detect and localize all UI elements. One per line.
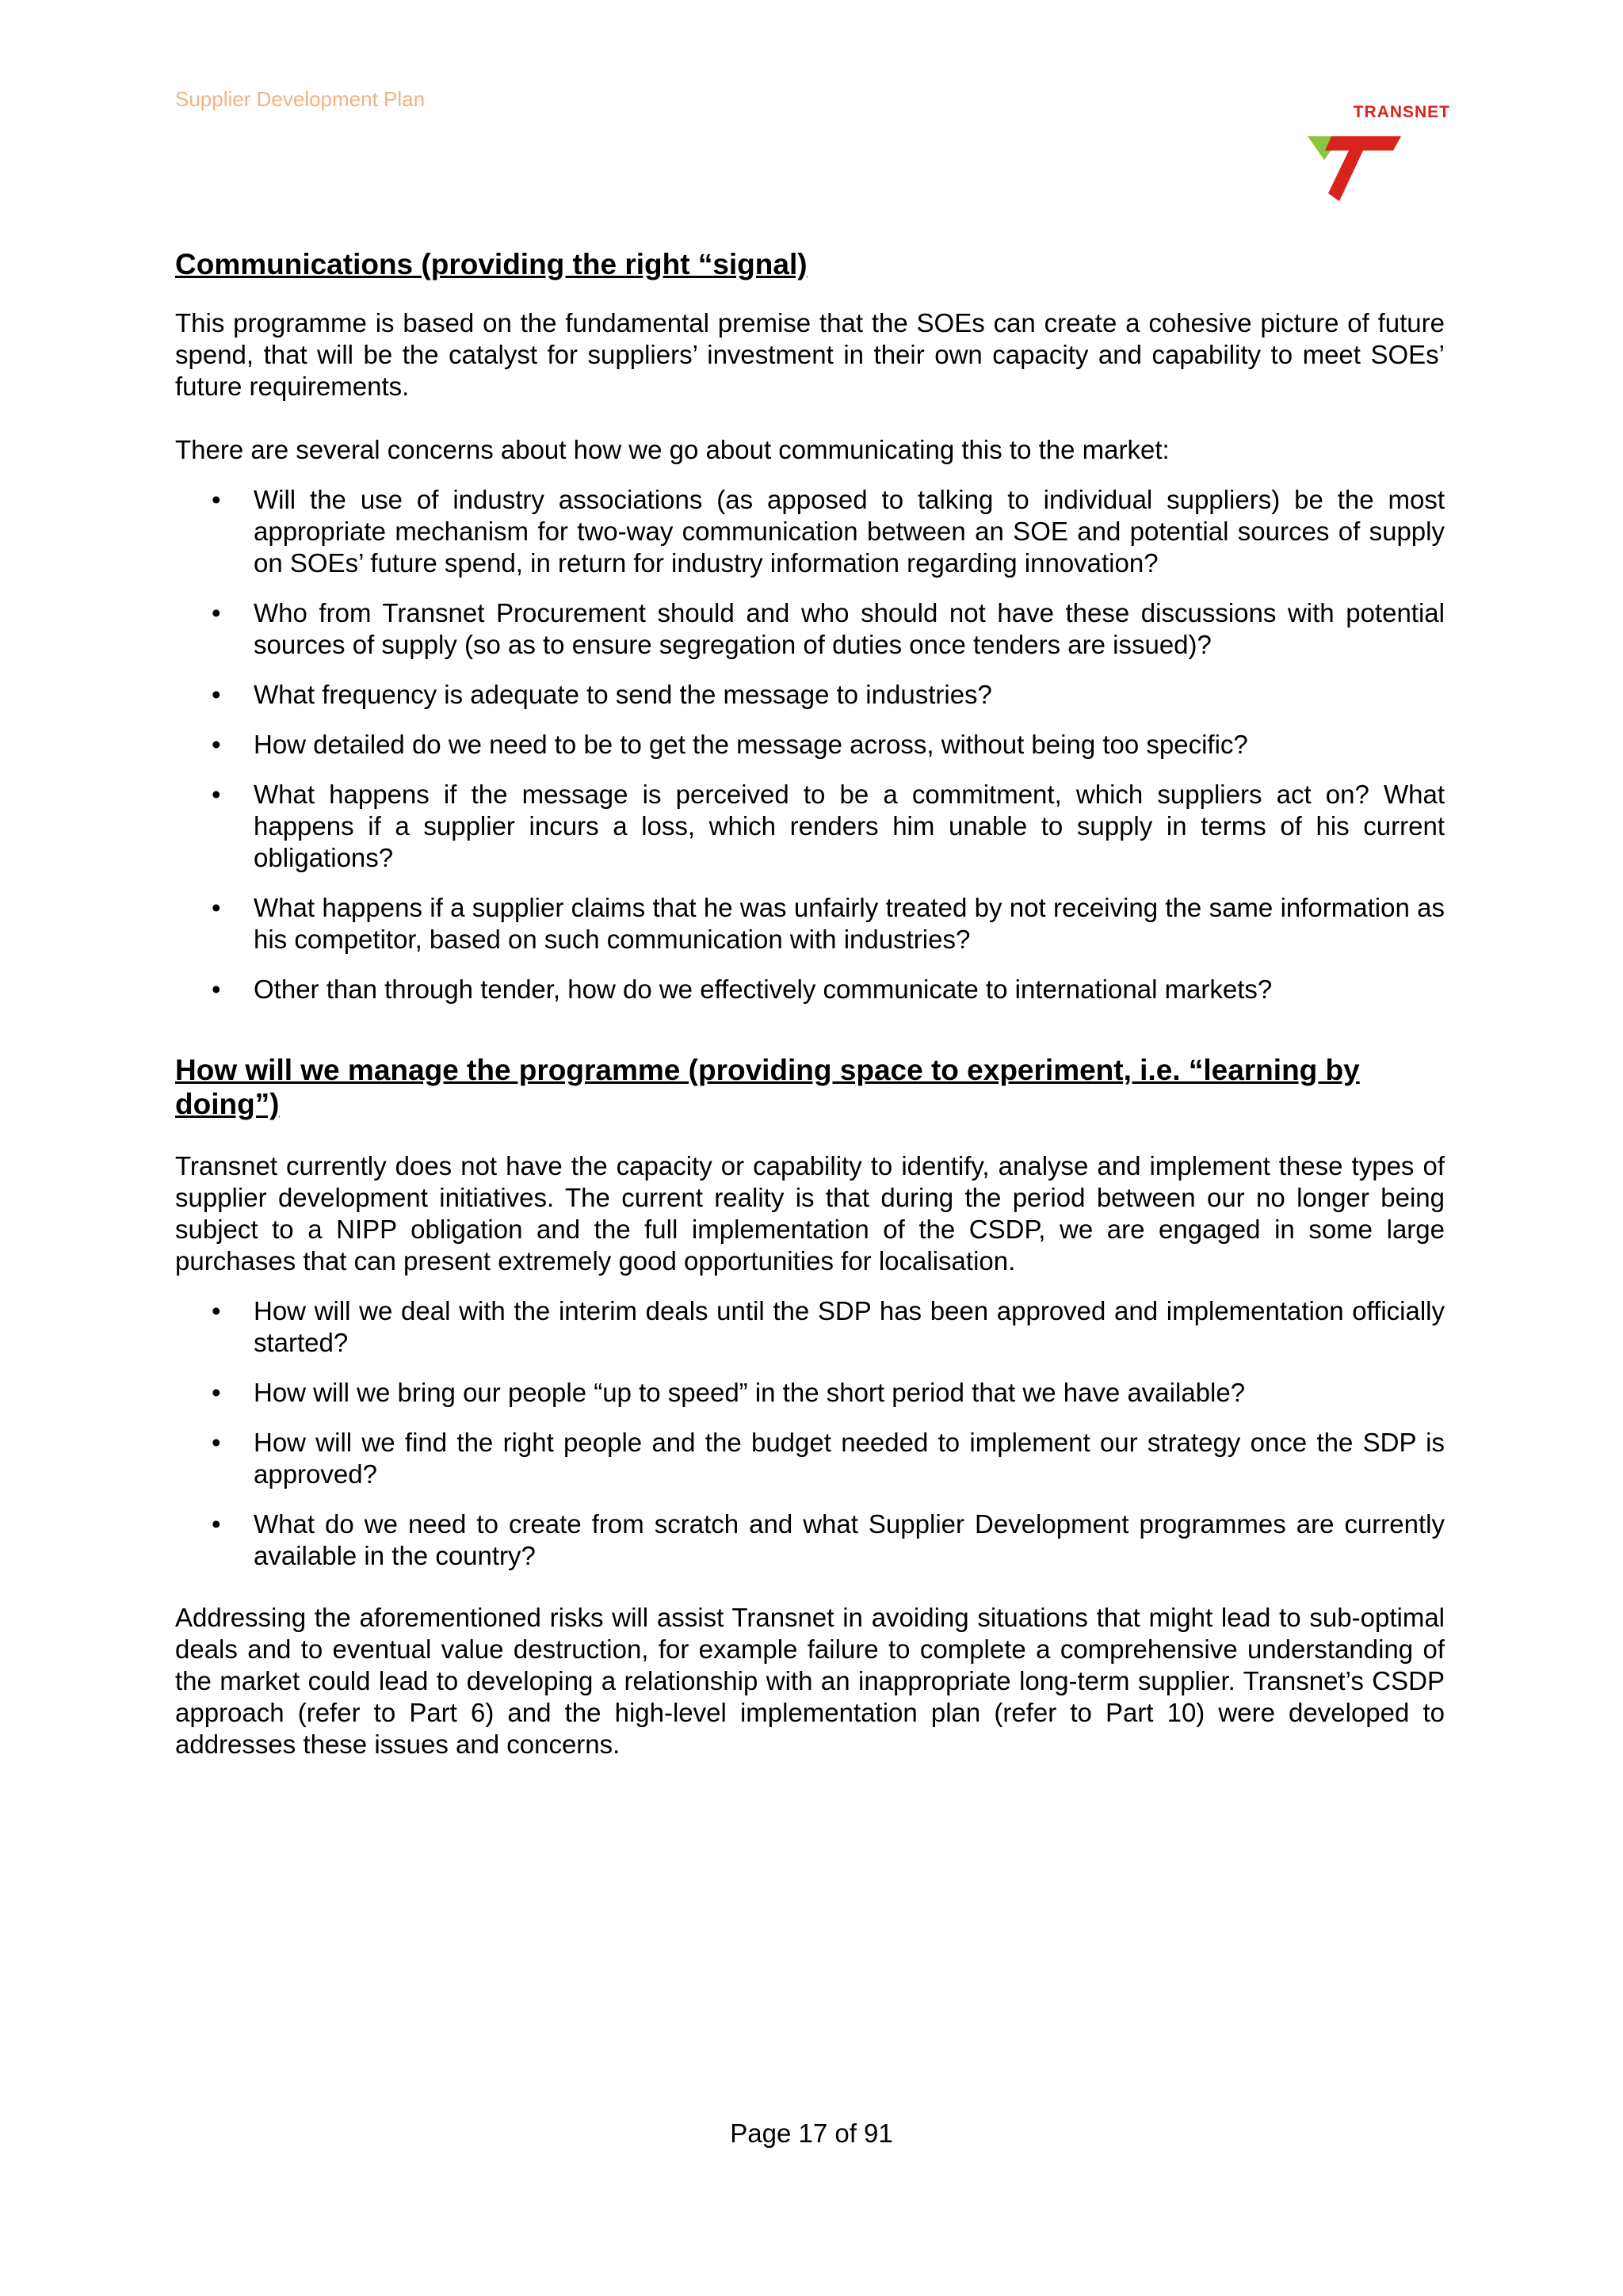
paragraph: There are several concerns about how we go about communicating this to the market: bbox=[175, 435, 1170, 464]
page-number: Page 17 of 91 bbox=[730, 2119, 893, 2148]
header-title: Supplier Development Plan bbox=[175, 87, 426, 111]
list-item: • How will we deal with the interim deals until the SDP has been approved and implementation officially started? bbox=[175, 1295, 1445, 1359]
paragraph: Addressing the aforementioned risks will assist Transnet in avoiding situations that might lead to sub-optimal deals and to eventual value destruction, for example failure to complete a comprehensive understanding of the market could lead to developing a relationship with an inappropriate long-term supplier. Transnet’s CSDP approach (refer to Part 6) and the high-level implementation plan (refer to Part 10) were developed to addresses these issues and concerns. bbox=[175, 1603, 1445, 1759]
list-item: • Will the use of industry associations (as apposed to talking to individual suppliers) be the most appropriate mechanism for two-way communication between an SOE and potential sources of supply on SOEs’ future spend, in return for industry information regarding innovation? bbox=[175, 484, 1445, 579]
logo-mark-icon bbox=[1308, 136, 1403, 201]
list-item: • How will we bring our people “up to speed” in the short period that we have available? bbox=[175, 1377, 1445, 1409]
document-body bbox=[175, 247, 1445, 1760]
list-item: • What do we need to create from scratch and what Supplier Development programmes are currently available in the country? bbox=[175, 1508, 1445, 1572]
list-item: • How detailed do we need to be to get the message across, without being too specific? bbox=[175, 729, 1445, 761]
bullet-list bbox=[175, 484, 1445, 1005]
paragraph: Transnet currently does not have the capacity or capability to identify, analyse and implement these types of supplier development initiatives. The current reality is that during the period between our no longer being subject to a NIPP obligation and the full implementation of the CSDP, we are engaged in some large purchases that can present extremely good opportunities for localisation. bbox=[175, 1151, 1445, 1276]
section-heading-programme: How will we manage the programme (providing space to experiment, i.e. “learning by doing”) bbox=[175, 1054, 1360, 1120]
paragraph: This programme is based on the fundamental premise that the SOEs can create a cohesive picture of future spend, that will be the catalyst for suppliers’ investment in their own capacity and capability to meet SOEs’ future requirements. bbox=[175, 308, 1445, 401]
section-heading-communications: Communications (providing the right “signal) bbox=[175, 248, 808, 280]
list-item: • How will we find the right people and the budget needed to implement our strategy once the SDP is approved? bbox=[175, 1427, 1445, 1490]
list-item: • What happens if a supplier claims that he was unfairly treated by not receiving the same information as his competitor, based on such communication with industries? bbox=[175, 892, 1445, 955]
list-item: • What frequency is adequate to send the message to industries? bbox=[175, 679, 1445, 711]
list-item: • Who from Transnet Procurement should and who should not have these discussions with potential sources of supply (so as to ensure segregation of duties once tenders are issued)? bbox=[175, 597, 1445, 661]
bullet-list bbox=[175, 1295, 1445, 1572]
logo-wordmark: TRANSNET bbox=[1353, 103, 1450, 121]
list-item: • Other than through tender, how do we effectively communicate to international markets? bbox=[175, 974, 1445, 1005]
transnet-logo bbox=[1308, 103, 1450, 202]
list-item: • What happens if the message is perceived to be a commitment, which suppliers act on? What happens if a supplier incurs a loss, which renders him unable to supply in terms of his current obligations? bbox=[175, 779, 1445, 874]
